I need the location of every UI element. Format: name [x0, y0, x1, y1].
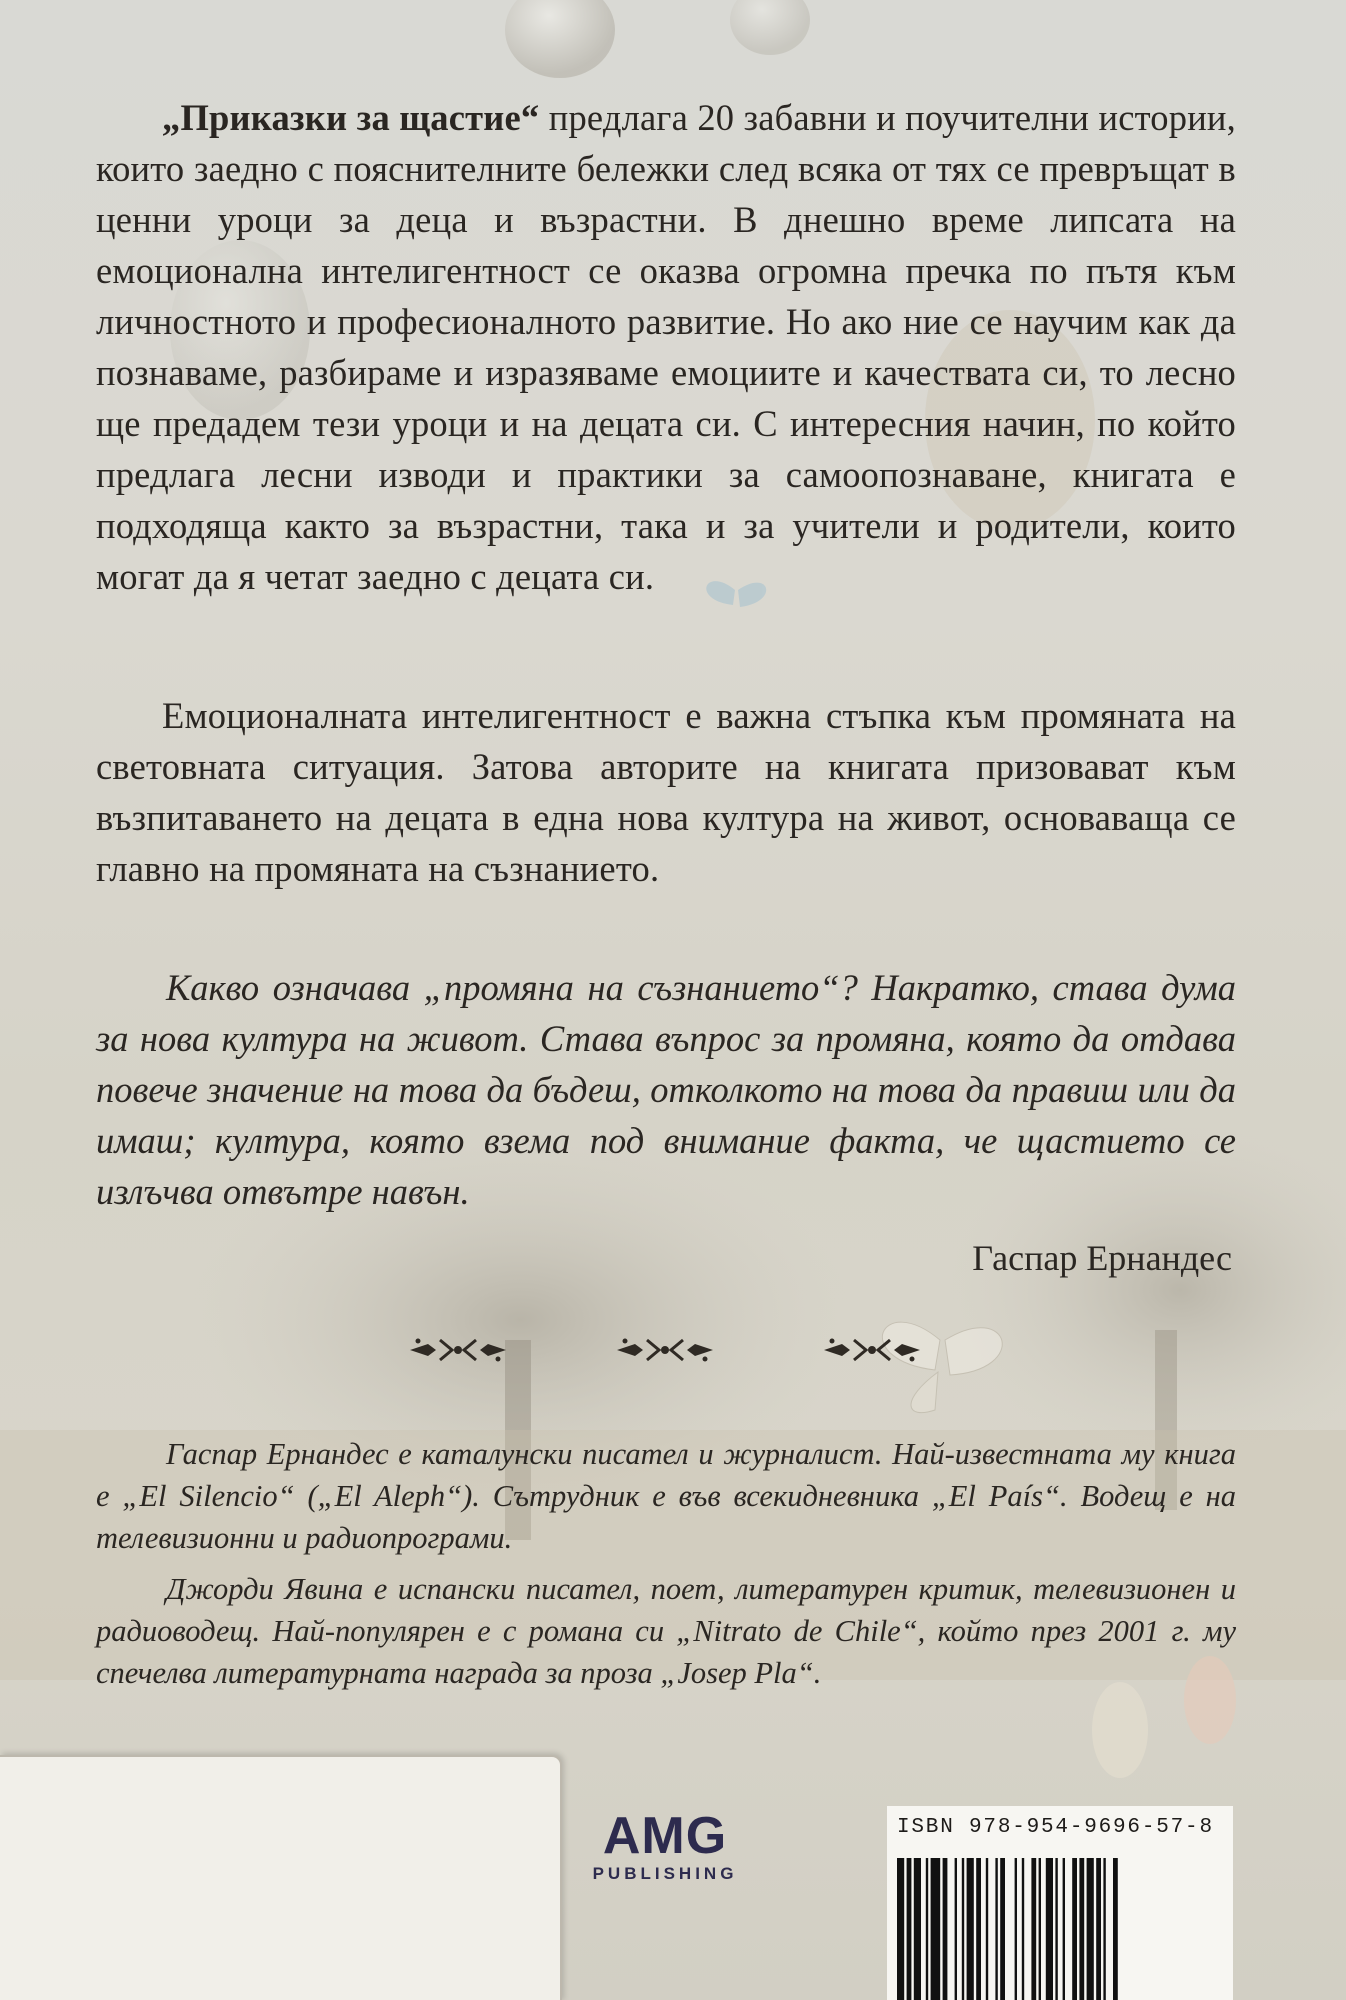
barcode-bar — [943, 1858, 948, 2000]
barcode-bar — [914, 1858, 921, 2000]
barcode-bar — [995, 1858, 997, 2000]
barcode-bar — [1072, 1858, 1077, 2000]
barcode-bar — [1096, 1858, 1101, 2000]
publisher-logo — [585, 1807, 745, 1884]
barcode-bar — [1039, 1858, 1041, 2000]
barcode-bar — [1103, 1858, 1105, 2000]
barcode-bar — [1055, 1858, 1057, 2000]
egg-shape — [505, 0, 615, 78]
description-paragraph-2 — [96, 690, 1236, 894]
barcode-bar — [976, 1858, 981, 2000]
barcode-bar — [1079, 1858, 1084, 2000]
barcode-bar — [1031, 1858, 1036, 2000]
publisher-logo-sub: PUBLISHING — [592, 1864, 738, 1883]
barcode-bar — [1063, 1858, 1065, 2000]
barcode-bar — [986, 1858, 988, 2000]
author-bio-2: Джорди Явина е испански писател, поет, литературен критик, телевизионен и радиоводещ. Най-популярен е с романа си „Nitrato de Chile“, който през 2001 г. му спечелва литературната награда за проза „Josep Pla“. — [96, 1572, 1236, 1690]
barcode-bar — [931, 1858, 941, 2000]
isbn-barcode-box — [887, 1806, 1233, 2000]
ornament-icon — [824, 1339, 920, 1362]
barcode-icon — [897, 1858, 1227, 2000]
description-paragraph-1 — [96, 92, 1236, 602]
author-bio-1: Гаспар Ернандес е каталунски писател и журналист. Най-известната му книга е „El Silencio“ („El Aleph“). Сътрудник е във всекидневника „El País“. Водещ е на телевизионни и радиопрограми. — [96, 1437, 1236, 1555]
barcode-bar — [1087, 1858, 1094, 2000]
isbn-number: ISBN 978-954-9696-57-8 — [897, 1816, 1214, 1839]
barcode-bar — [967, 1858, 974, 2000]
ornament-divider — [0, 1330, 1346, 1370]
author-quote: Какво означава „промяна на съзнанието“? Накратко, става дума за нова култура на живот. Става въпрос за промяна, която да отдава повече значение на това да бъдеш, отколкото на това да правиш или да имаш; култура, която взема под внимание факта, че щастието се излъчва отвътре навън. — [96, 967, 1236, 1212]
barcode-bar — [962, 1858, 964, 2000]
description-text-2: Емоционалната интелигентност е важна стъпка към промяната на световната ситуация. Затова авторите на книгата призовават към възпитаването на децата в една нова култура на живот, основаваща се главно на промяната на съзнанието. — [96, 695, 1236, 889]
barcode-bar — [1015, 1858, 1017, 2000]
barcode-bar — [955, 1858, 957, 2000]
amg-logo-icon: AMG — [602, 1807, 728, 1865]
barcode-bar — [1022, 1858, 1024, 2000]
library-sticker — [0, 1755, 562, 2000]
barcode-bar — [1113, 1858, 1118, 2000]
ornament-icon — [617, 1339, 713, 1362]
egg-shape — [730, 0, 810, 55]
book-title: „Приказки за щастие“ — [162, 97, 540, 138]
ornament-icon — [410, 1339, 506, 1362]
tulip-shape — [1092, 1682, 1148, 1778]
barcode-bar — [897, 1858, 904, 2000]
quote-author: Гаспар Ернандес — [972, 1238, 1232, 1278]
barcode-bar — [926, 1858, 928, 2000]
barcode-bar — [1046, 1858, 1053, 2000]
barcode-bar — [1000, 1858, 1005, 2000]
barcode-bar — [907, 1858, 912, 2000]
description-text: предлага 20 забавни и поучителни истории, които заедно с пояснителните бележки след всяка от тях се превръщат в ценни уроци за деца и възрастни. В днешно време липсата на емоционална интелигентност се оказва огромна пречка по пътя към личностното и професионалното развитие. Но ако ние се научим как да познаваме, разбираме и изразяваме емоциите и качествата си, то лесно ще предадем тези уроци и на децата си. С интересния начин, по който предлага лесни изводи и практики за самоопознаване, книгата е подходяща както за възрастни, така и за учители и родители, които могат да я четат заедно с децата си. — [96, 97, 1236, 597]
